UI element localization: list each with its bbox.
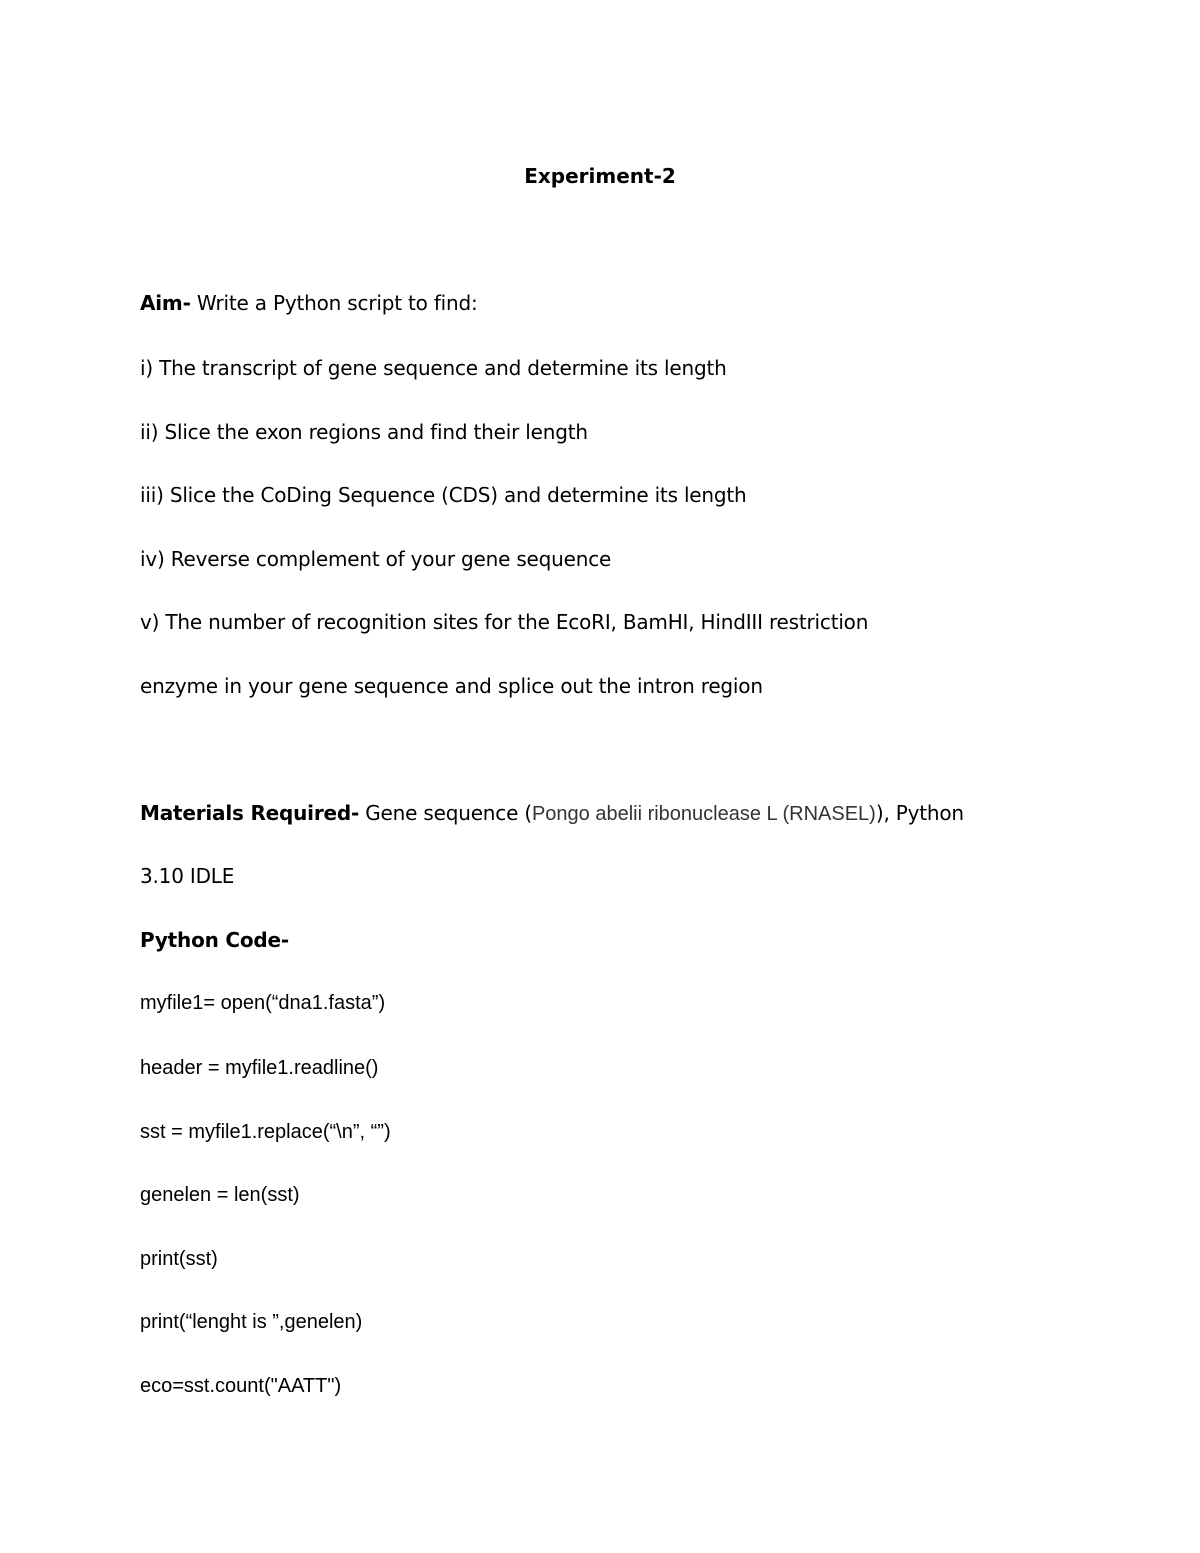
code-line-1: myfile1= open(“dna1.fasta”): [140, 992, 386, 1014]
aim-text: Write a Python script to find:: [190, 291, 478, 315]
materials-line-2: 3.10 IDLE: [140, 864, 235, 888]
aim-item-3: iii) Slice the CoDing Sequence (CDS) and determine its length: [140, 483, 747, 507]
code-label: Python Code-: [140, 928, 290, 952]
aim-item-2: ii) Slice the exon regions and find their length: [140, 420, 588, 444]
aim-item-4: iv) Reverse complement of your gene sequence: [140, 547, 612, 571]
aim-item-5: v) The number of recognition sites for the EcoRI, BamHI, HindIII restriction: [140, 610, 869, 634]
code-line-7: eco=sst.count("AATT"): [140, 1375, 342, 1397]
aim-item-5-continued: enzyme in your gene sequence and splice out the intron region: [140, 674, 763, 698]
document-title: Experiment-2: [524, 164, 676, 188]
materials-label: Materials Required-: [140, 801, 360, 825]
materials-line: [140, 801, 964, 826]
aim-item-1: i) The transcript of gene sequence and determine its length: [140, 356, 727, 380]
code-line-2: header = myfile1.readline(): [140, 1057, 379, 1079]
materials-text-before: Gene sequence (: [359, 801, 532, 825]
aim-line: [140, 291, 478, 315]
code-line-6: print(“lenght is ”,genelen): [140, 1311, 363, 1333]
aim-label: Aim-: [140, 291, 191, 315]
code-line-5: print(sst): [140, 1248, 218, 1270]
materials-species: Pongo abelii ribonuclease L (RNASEL): [531, 803, 876, 825]
materials-text-after: ), Python: [875, 801, 964, 825]
code-line-4: genelen = len(sst): [140, 1184, 300, 1206]
code-line-3: sst = myfile1.replace(“\n”, “”): [140, 1121, 391, 1143]
